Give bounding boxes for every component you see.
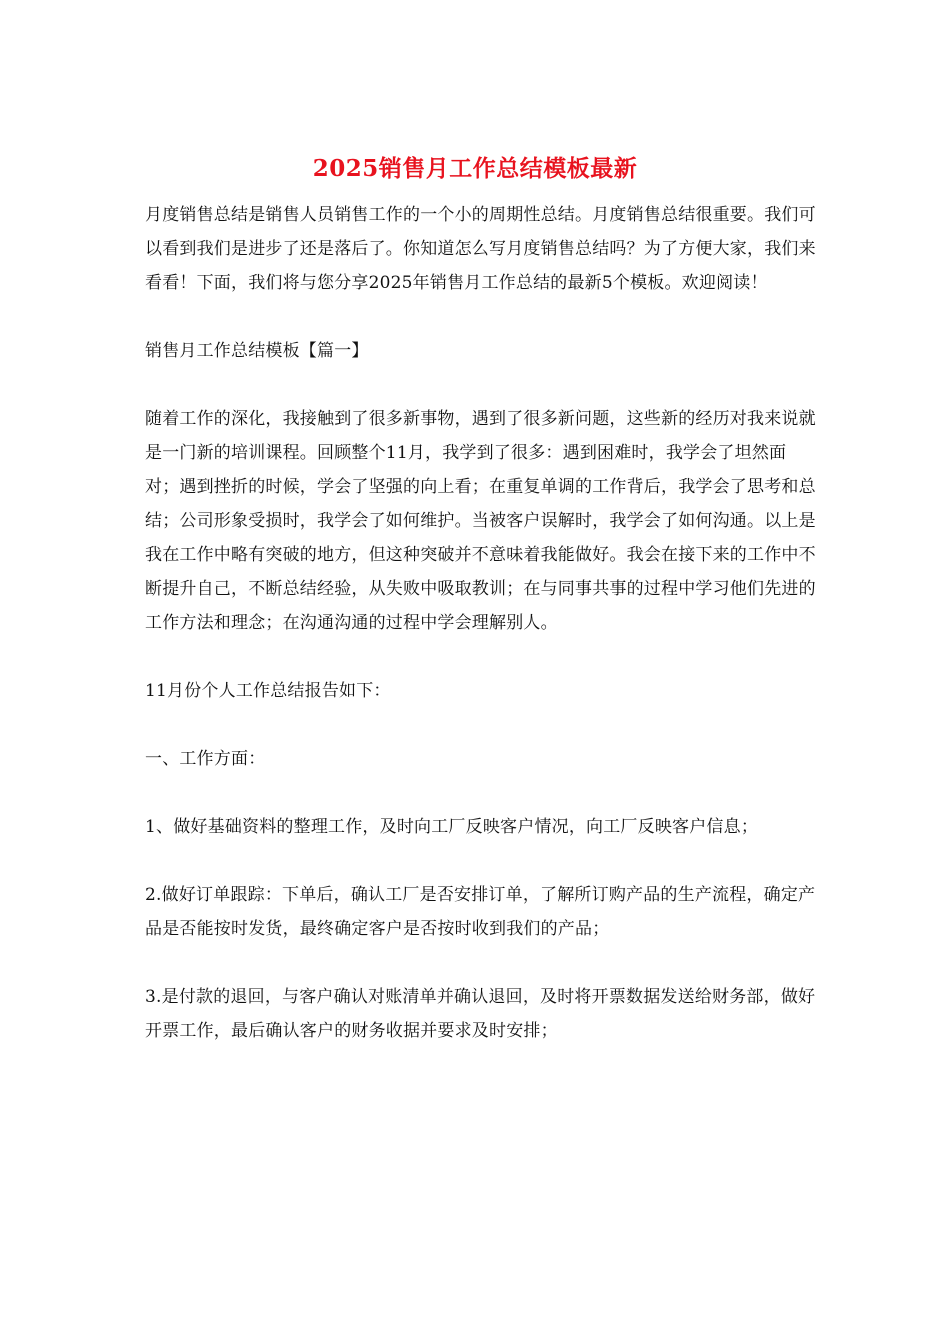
body-paragraph: 随着工作的深化，我接触到了很多新事物，遇到了很多新问题，这些新的经历对我来说就是一门新的培训课程。回顾整个11月，我学到了很多：遇到困难时，我学会了坦然面对；遇到挫折的时候，学会了坚强的向上看；在重复单调的工作背后，我学会了思考和总结；公司形象受损时，我学会了如何维护。当被客户误解时，我学会了如何沟通。以上是我在工作中略有突破的地方，但这种突破并不意味着我能做好。我会在接下来的工作中不断提升自己，不断总结经验，从失败中吸取教训；在与同事共事的过程中学习他们先进的工作方法和理念；在沟通沟通的过程中学会理解别人。: [145, 409, 816, 633]
paragraph-spacer: [145, 368, 817, 402]
subsection-heading: 一、工作方面：: [145, 749, 266, 769]
paragraph-spacer: [145, 300, 817, 334]
paragraph-spacer: [145, 946, 817, 980]
list-item-1: 1、做好基础资料的整理工作，及时向工厂反映客户情况，向工厂反映客户信息；: [145, 817, 759, 837]
paragraph-spacer: [145, 640, 817, 674]
list-item-2: 2.做好订单跟踪：下单后，确认工厂是否安排订单，了解所订购产品的生产流程，确定产品是否能按时发货，最终确定客户是否按时收到我们的产品；: [145, 885, 816, 939]
list-item-3: 3.是付款的退回，与客户确认对账清单并确认退回，及时将开票数据发送给财务部，做好开票工作，最后确认客户的财务收据并要求及时安排；: [145, 987, 816, 1041]
document-title: 2025销售月工作总结模板最新: [312, 155, 638, 182]
paragraph-spacer: [145, 776, 817, 810]
document-body: [145, 198, 817, 1048]
report-intro: 11月份个人工作总结报告如下：: [145, 681, 391, 701]
paragraph-spacer: [145, 708, 817, 742]
intro-paragraph: 月度销售总结是销售人员销售工作的一个小的周期性总结。月度销售总结很重要。我们可以看到我们是进步了还是落后了。你知道怎么写月度销售总结吗？为了方便大家，我们来看看！下面，我们将与您分享2025年销售月工作总结的最新5个模板。欢迎阅读！: [145, 205, 816, 293]
paragraph-spacer: [145, 844, 817, 878]
section-heading: 销售月工作总结模板【篇一】: [145, 341, 369, 361]
